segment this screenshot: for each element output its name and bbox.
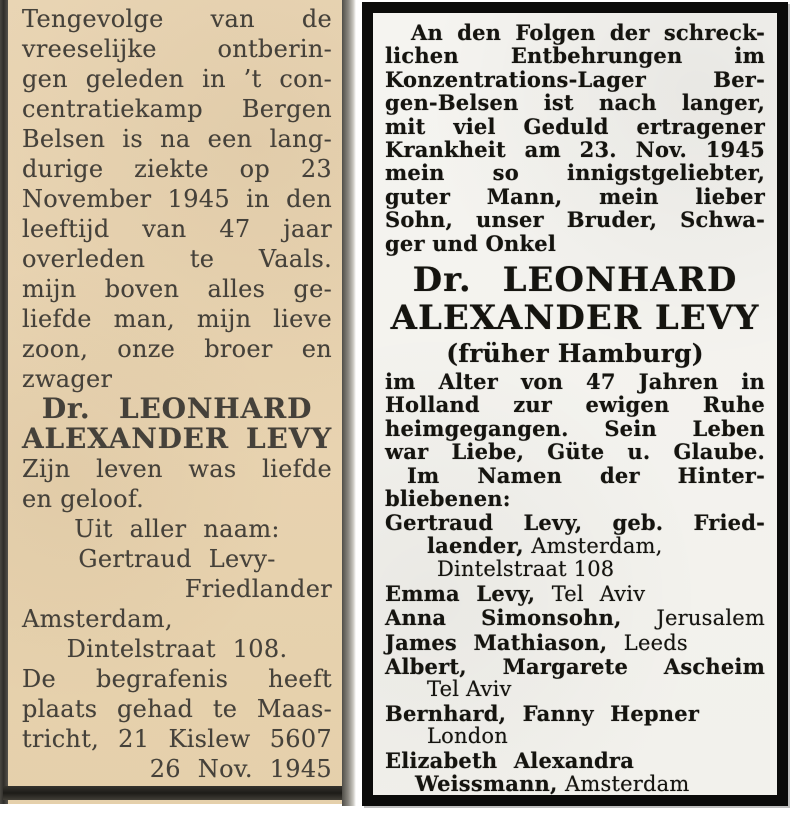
text-segment: Jerusalem <box>656 606 765 631</box>
text-line: Dintelstraat 108 <box>437 557 615 582</box>
text-line: Krankheit am 23. Nov. 1945 <box>385 137 765 163</box>
text-line: durige ziekte op 23 <box>22 155 332 183</box>
text-line <box>385 606 765 630</box>
text-line: Uit aller naam: <box>74 515 280 543</box>
text-line: Gertraud Levy, geb. Fried- <box>385 509 765 535</box>
text-line: Bernhard, Fanny Hepner <box>385 700 700 726</box>
text-segment: Emma Levy, <box>385 580 552 606</box>
text-line: 26 Nov. 1945 <box>149 755 332 783</box>
text-line: ALEXANDER LEVY <box>390 298 760 339</box>
text-line: tricht, 21 Kislew 5607 <box>22 725 332 753</box>
text-line: overleden te Vaals. <box>22 245 332 273</box>
text-segment: James Mathiason, <box>385 629 624 655</box>
left-obituary-clipping-dutch <box>0 0 342 804</box>
text-line: zoon, onze broer en <box>22 335 332 363</box>
text-line: An den Folgen der schreck- <box>411 20 765 45</box>
text-line: Elizabeth Alexandra <box>385 747 634 773</box>
text-line: plaats gehad te Maas- <box>22 695 332 723</box>
text-line: guter Mann, mein lieber <box>385 183 765 209</box>
text-line: Albert, Margarete Ascheim <box>385 653 765 679</box>
text-line: mijn boven alles ge- <box>22 275 332 303</box>
text-segment: Amsterdam, <box>531 533 663 558</box>
text-line: London <box>427 724 508 749</box>
text-line: Im Namen der Hinter- <box>407 462 765 488</box>
text-line: Dr. LEONHARD <box>41 392 313 425</box>
text-line: Friedlander <box>184 575 332 603</box>
text-line: ger und Onkel <box>385 230 556 256</box>
text-line: bliebenen: <box>385 486 511 512</box>
text-line: heimgegangen. Sein Leben <box>385 415 765 441</box>
text-line <box>385 582 765 606</box>
text-line: November 1945 in den <box>22 185 332 213</box>
text-line: (früher Hamburg) <box>446 339 704 369</box>
text-line: liefde man, mijn lieve <box>22 305 332 333</box>
text-line: Tel Aviv <box>427 677 512 702</box>
text-segment: Anna Simonsohn, <box>385 605 657 631</box>
text-line: Belsen is na een lang- <box>22 125 332 153</box>
text-line: leeftijd van 47 jaar <box>22 215 332 243</box>
text-line: Amsterdam, <box>22 605 173 633</box>
text-line: Dr. LEONHARD <box>412 260 738 301</box>
text-line: gen geleden in ’t con- <box>22 65 332 93</box>
text-line: Gertraud Levy- <box>78 545 276 573</box>
left-clipping-border-edge <box>0 0 8 804</box>
text-line: gen-Belsen ist nach langer, <box>385 90 765 116</box>
dutch-obituary-text <box>22 4 332 784</box>
text-line <box>385 534 765 558</box>
text-line: en geloof. <box>22 485 145 513</box>
text-line: Holland zur ewigen Ruhe <box>385 392 765 418</box>
text-line: Dintelstraat 108. <box>66 635 288 663</box>
text-line <box>385 772 765 796</box>
text-line: war Liebe, Güte u. Glaube. <box>385 439 765 465</box>
text-segment: Amsterdam <box>565 771 690 796</box>
right-obituary-clipping-german <box>362 2 788 806</box>
text-line: ALEXANDER LEVY <box>22 422 332 455</box>
text-line: Konzentrations-Lager Ber- <box>385 66 765 92</box>
german-obituary-text <box>385 21 765 796</box>
text-line: vreeselijke ontberin- <box>22 35 332 63</box>
text-segment: laender, <box>427 532 532 558</box>
text-line: De begrafenis heeft <box>22 665 332 693</box>
text-line <box>385 631 765 655</box>
text-segment: Leeds <box>623 630 688 655</box>
text-line: zwager <box>22 365 113 393</box>
clipping-gap-shadow <box>342 0 356 806</box>
text-line: Zijn leven was liefde <box>22 455 332 483</box>
text-line: mein so innigstgeliebter, <box>385 160 765 186</box>
text-segment: Tel Aviv <box>551 581 646 606</box>
left-clipping-border-bottom <box>3 786 342 800</box>
text-line: im Alter von 47 Jahren in <box>385 369 765 395</box>
text-segment: Weissmann, <box>415 770 566 796</box>
text-line: Sohn, unser Bruder, Schwa- <box>385 207 765 233</box>
text-line: centratiekamp Bergen <box>22 95 332 123</box>
text-line: mit viel Geduld ertragener <box>385 113 765 139</box>
text-line: Tengevolge van de <box>22 5 332 33</box>
text-line: lichen Entbehrungen im <box>385 43 765 69</box>
